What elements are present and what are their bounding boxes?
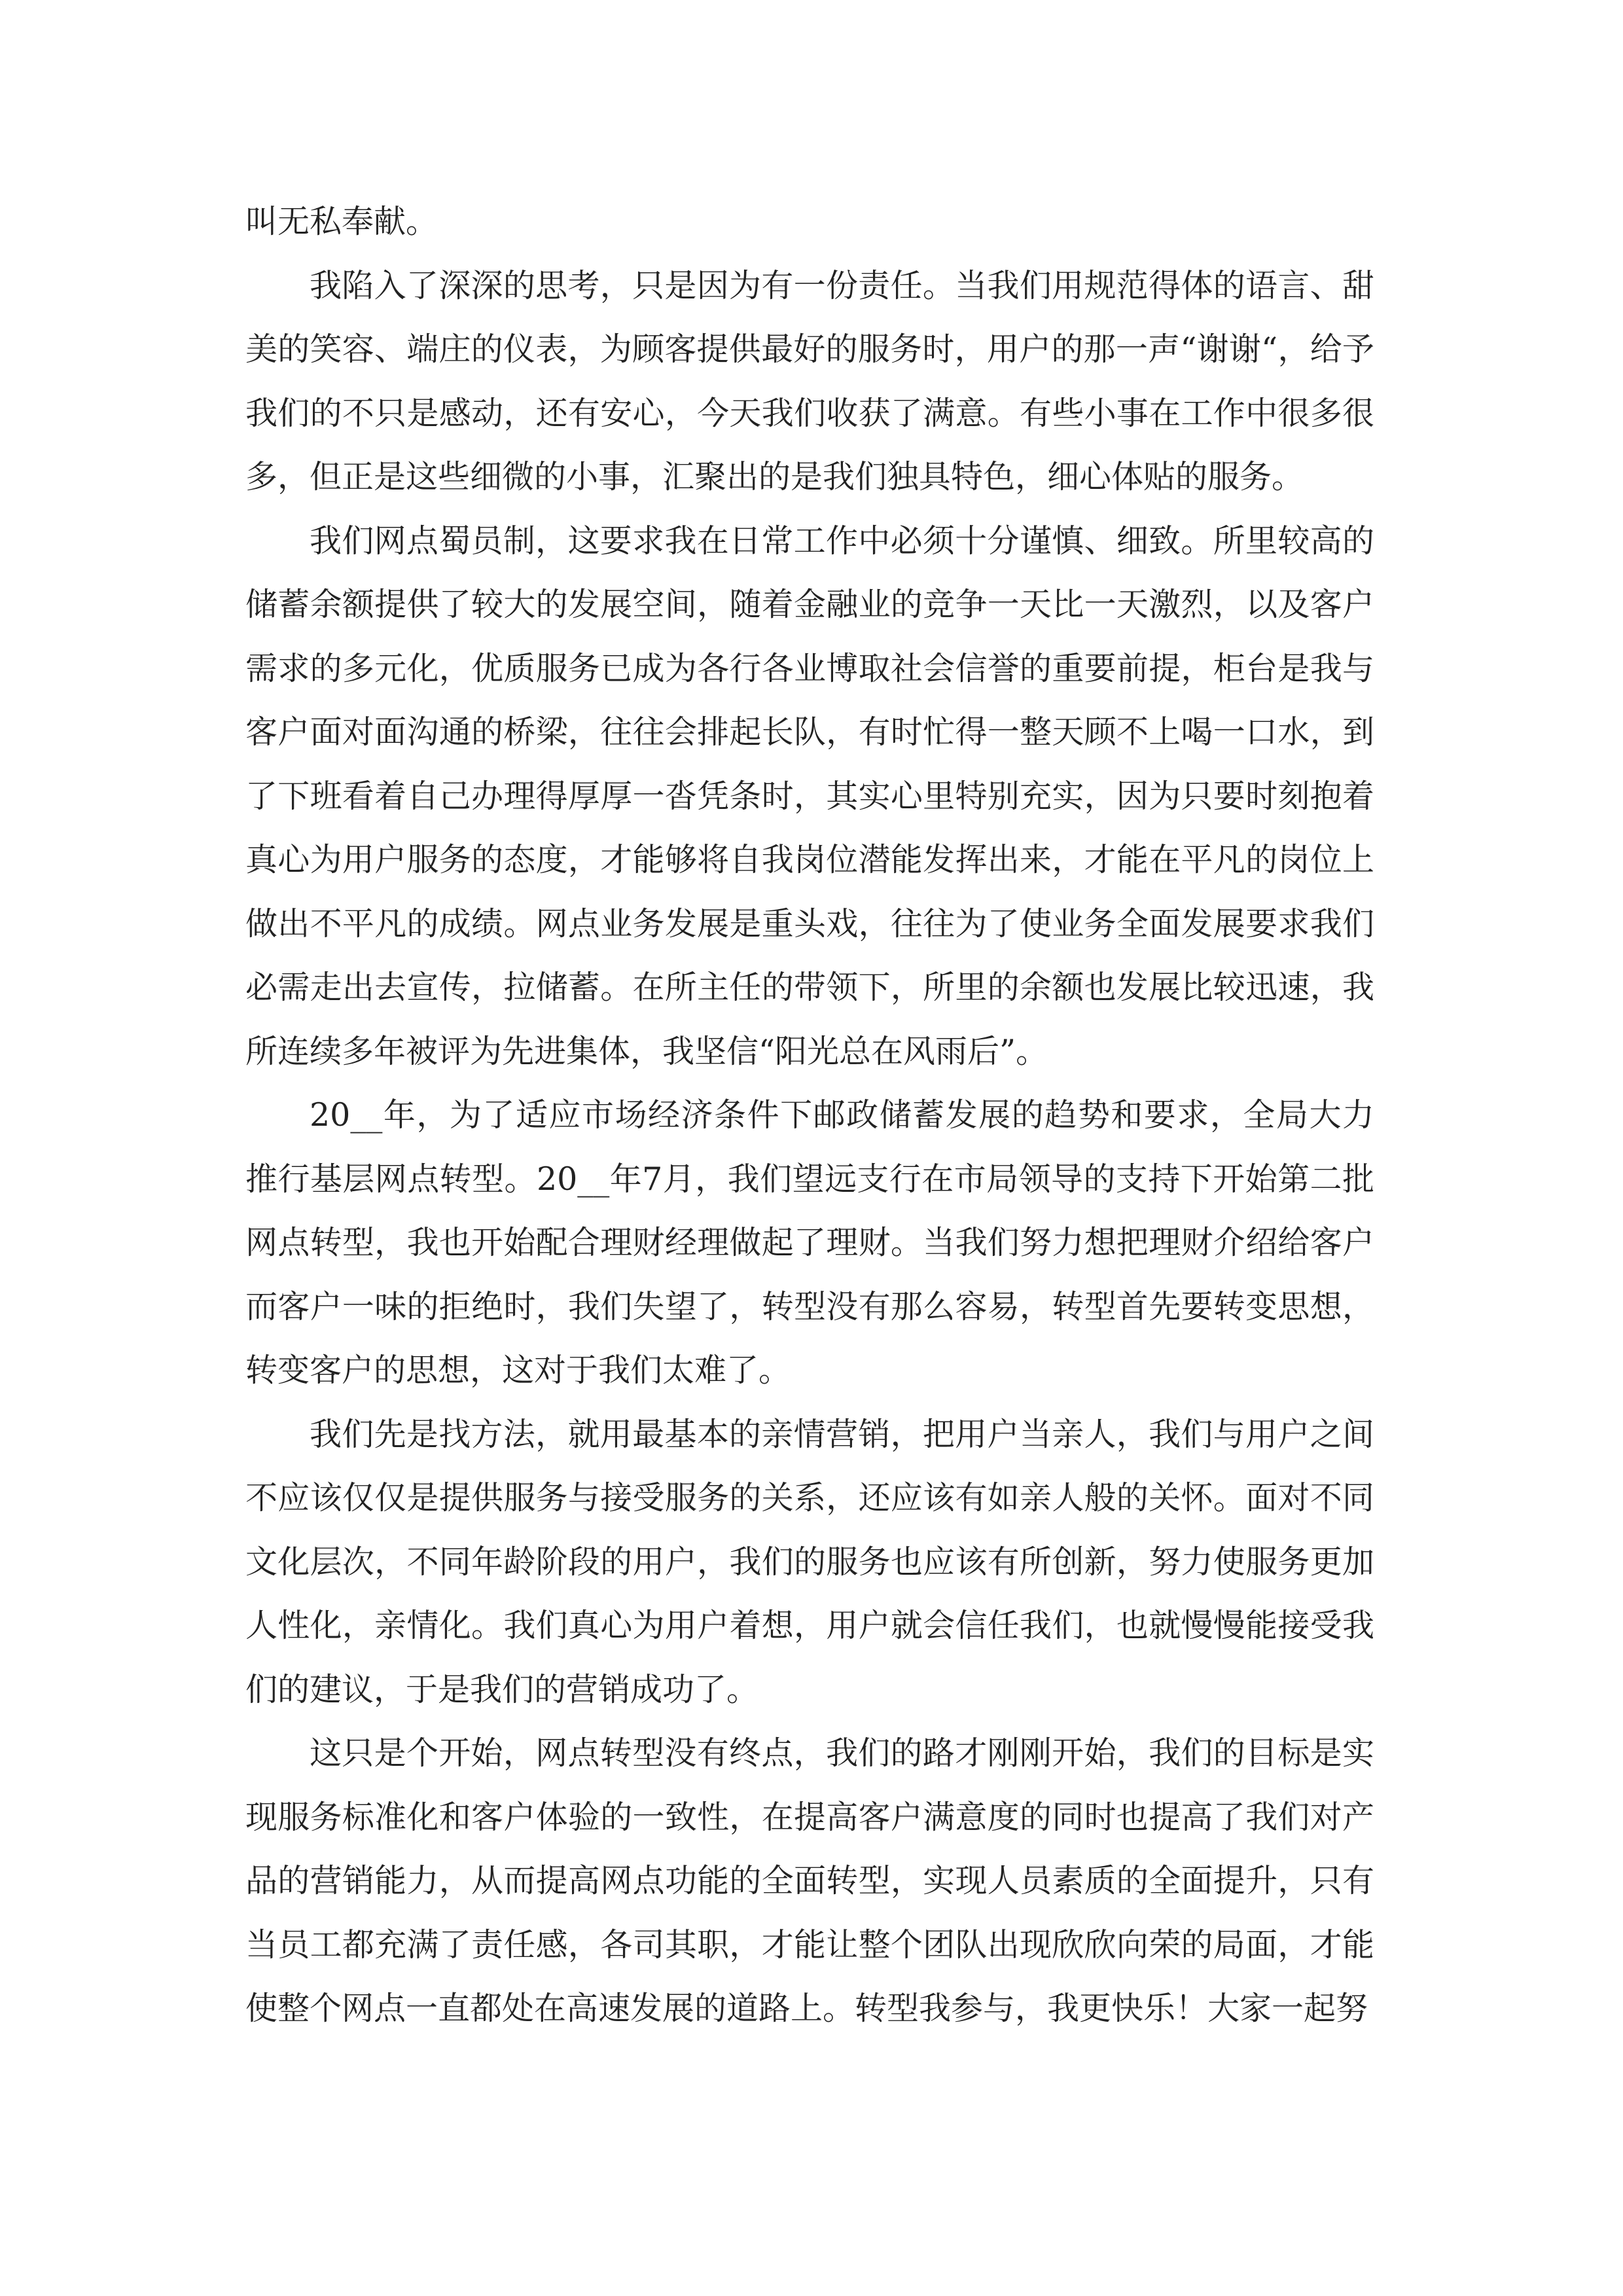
- paragraph-transformation: 20__年，为了适应市场经济条件下邮政储蓄发展的趋势和要求，全局大力推行基层网点转型。20__年7月，我们望远支行在市局领导的支持下开始第二批网点转型，我也开始配合理财经理做起了理财。当我们努力想把理财介绍给客户而客户一味的拒绝时，我们失望了，转型没有那么容易，转型首先要转变思想，转变客户的思想，这对于我们太难了。: [245, 1096, 1374, 1389]
- paragraph-branch-work: 我们网点蜀员制，这要求我在日常工作中必须十分谨慎、细致。所里较高的储蓄余额提供了较大的发展空间，随着金融业的竞争一天比一天激烈，以及客户需求的多元化，优质服务已成为各行各业博取社会信誉的重要前提，柜台是我与客户面对面沟通的桥梁，往往会排起长队，有时忙得一整天顾不上喝一口水，到了下班看着自己办理得厚厚一沓凭条时，其实心里特别充实，因为只要时刻抱着真心为用户服务的态度，才能够将自我岗位潜能发挥出来，才能在平凡的岗位上做出不平凡的成绩。网点业务发展是重头戏，往往为了使业务全面发展要求我们必需走出去宣传，拉储蓄。在所主任的带领下，所里的余额也发展比较迅速，我所连续多年被评为先进集体，我坚信“阳光总在风雨后”。: [245, 522, 1374, 1070]
- paragraph-responsibility: 我陷入了深深的思考，只是因为有一份责任。当我们用规范得体的语言、甜美的笑容、端庄的仪表，为顾客提供最好的服务时，用户的那一声“谢谢“，给予我们的不只是感动，还有安心，今天我们收获了满意。有些小事在工作中很多很多，但正是这些细微的小事，汇聚出的是我们独具特色，细心体贴的服务。: [245, 266, 1374, 495]
- paragraph-continued: 叫无私奉献。: [245, 203, 438, 240]
- paragraph-marketing: 我们先是找方法，就用最基本的亲情营销，把用户当亲人，我们与用户之间不应该仅仅是提供服务与接受服务的关系，还应该有如亲人般的关怀。面对不同文化层次，不同年龄阶段的用户，我们的服务也应该有所创新，努力使服务更加人性化，亲情化。我们真心为用户着想，用户就会信任我们，也就慢慢能接受我们的建议，于是我们的营销成功了。: [245, 1415, 1374, 1708]
- document-body: [245, 190, 1374, 2041]
- paragraph-beginning: 这只是个开始，网点转型没有终点，我们的路才刚刚开始，我们的目标是实现服务标准化和客户体验的一致性，在提高客户满意度的同时也提高了我们对产品的营销能力，从而提高网点功能的全面转型，实现人员素质的全面提升，只有当员工都充满了责任感，各司其职，才能让整个团队出现欣欣向荣的局面，才能使整个网点一直都处在高速发展的道路上。转型我参与，我更快乐！大家一起努: [245, 1734, 1374, 2027]
